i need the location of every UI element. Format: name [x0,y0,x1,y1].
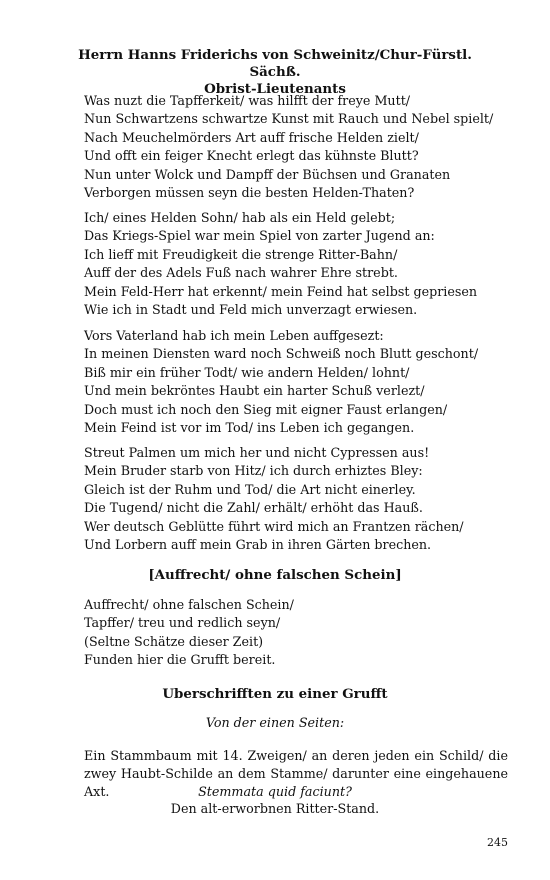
description-paragraph: Ein Stammbaum mit 14. Zweigen/ an deren jeden ein Schild/ die zwey Haubt-Schilde an dem Stamme/ darunter eine eingehauene Axt. [84,748,508,800]
stanza-2 [84,209,514,319]
latin-motto: Stemmata quid faciunt? [198,784,352,799]
verse-line: Nach Meuchelmörders Art auff frische Helden zielt/ [84,129,419,145]
verse-line: Tapffer/ treu und redlich seyn/ [84,615,281,631]
verse-line: Mein Bruder starb von Hitz/ ich durch erhiztes Bley: [84,463,423,479]
verse-line: Und mein bekröntes Haubt ein harter Schuß verlezt/ [84,383,425,399]
verse-line: Ich/ eines Helden Sohn/ hab als ein Held gelebt; [84,210,396,225]
verse-line: Ich lieff mit Freudigkeit die strenge Ritter-Bahn/ [84,246,398,262]
stanza-1 [84,92,514,202]
stanza-3 [84,327,514,437]
page-number: 245 [487,836,508,849]
heading-bracket-close: ] [395,567,402,583]
verse-line: Gleich ist der Ruhm und Tod/ die Art nicht einerley. [84,481,416,497]
stanza-5 [84,596,514,670]
verse-line: Das Kriegs-Spiel war mein Spiel von zarter Jugend an: [84,228,435,244]
verse-line: Auff der des Adels Fuß nach wahrer Ehre strebt. [84,265,398,281]
verse-line: Funden hier die Grufft bereit. [84,652,276,668]
verse-line: Wer deutsch Geblütte führt wird mich an Frantzen rächen/ [84,518,464,534]
poem-title-line-2: Obrist-Lieutenants [204,81,346,97]
section-heading-auffrecht [60,567,490,584]
verse-line: Wie ich in Stadt und Feld mich unverzagt erwiesen. [84,302,418,318]
verse-line: Vors Vaterland hab ich mein Leben auffgesezt: [84,328,384,343]
verse-line: Nun unter Wolck und Dampff der Büchsen und Granaten [84,166,451,182]
verse-line: Verborgen müssen seyn die besten Helden-Thaten? [84,185,415,201]
verse-line: (Seltne Schätze dieser Zeit) [84,633,264,649]
heading-bracket-open: [ [148,567,155,583]
verse-line: Auffrecht/ ohne falschen Schein/ [84,597,294,612]
stanza-4 [84,444,514,554]
poem-title-line-1: Herrn Hanns Friderichs von Schweinitz/Chur-Fürstl. Sächß. [78,47,472,80]
verse-line: Was nuzt die Tapfferkeit/ was hilfft der freye Mutt/ [84,93,411,108]
subheading: Von der einen Seiten: [205,715,345,730]
poem-title [60,47,490,98]
verse-line: Und offt ein feiger Knecht erlegt das kühnste Blutt? [84,148,419,164]
verse-line: Streut Palmen um mich her und nicht Cypressen aus! [84,445,430,460]
verse-line: Biß mir ein früher Todt/ wie andern Helden/ lohnt/ [84,364,410,380]
verse-line: Mein Feld-Herr hat erkennt/ mein Feind hat selbst gepriesen [84,283,478,299]
heading-text: Auffrecht/ ohne falschen Schein [154,567,396,583]
verse-line: Mein Feind ist vor im Tod/ ins Leben ich gegangen. [84,420,415,436]
section-heading-grufft: Uberschrifften zu einer Grufft [162,686,388,702]
verse-line: Doch must ich noch den Sieg mit eigner Faust erlangen/ [84,401,448,417]
verse-line: Nun Schwartzens schwartze Kunst mit Rauch und Nebel spielt/ [84,111,494,127]
verse-line: Die Tugend/ nicht die Zahl/ erhält/ erhöht das Hauß. [84,500,423,516]
verse-line: In meinen Diensten ward noch Schweiß noch Blutt geschont/ [84,346,479,362]
verse-line: Und Lorbern auff mein Grab in ihren Gärten brechen. [84,537,432,553]
closing-line: Den alt-erworbnen Ritter-Stand. [170,801,380,816]
